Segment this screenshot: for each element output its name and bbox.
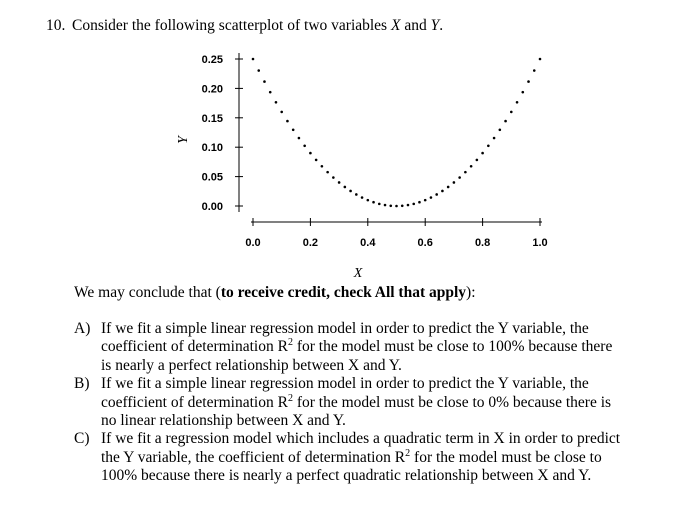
- choice-line-part: for the model must be close to 100% because there: [292, 338, 613, 356]
- data-point: [303, 144, 306, 147]
- choice-line: [101, 338, 664, 356]
- answer-choices: [74, 320, 664, 486]
- data-point: [332, 176, 335, 179]
- choice-line: is nearly a perfect relationship between X and Y.: [101, 356, 402, 374]
- data-point: [395, 205, 398, 208]
- superscript-2: 2: [287, 392, 293, 404]
- x-axis-label: X: [353, 266, 363, 281]
- data-point: [344, 186, 347, 189]
- data-point: [504, 120, 507, 123]
- data-point: [309, 152, 312, 155]
- data-point: [510, 111, 513, 114]
- instruction: [74, 284, 476, 302]
- choice-line-part: coefficient of determination R: [101, 338, 288, 356]
- data-point: [464, 171, 467, 174]
- choice-line: [101, 449, 664, 467]
- data-point: [257, 69, 260, 72]
- choice-c[interactable]: [74, 430, 664, 485]
- y-tick-label: 0.15: [201, 112, 223, 125]
- superscript-2: 2: [287, 337, 293, 349]
- data-point: [499, 128, 502, 131]
- data-point: [424, 199, 427, 202]
- data-point: [487, 144, 490, 147]
- data-point: [430, 196, 433, 199]
- data-point: [280, 111, 283, 114]
- data-point: [384, 204, 387, 207]
- data-point: [401, 204, 404, 207]
- data-point: [275, 101, 278, 104]
- choice-letter: A): [74, 320, 91, 337]
- data-point: [470, 165, 473, 168]
- choice-text: [101, 320, 664, 375]
- data-point: [481, 152, 484, 155]
- data-point: [355, 193, 358, 196]
- data-point: [298, 137, 301, 140]
- data-point: [372, 201, 375, 204]
- data-point: [418, 201, 421, 204]
- question-and: and: [400, 17, 431, 34]
- choice-text: [101, 375, 664, 430]
- instruction-prefix: We may conclude that (: [74, 284, 221, 301]
- y-tick-label: 0.10: [201, 142, 223, 155]
- y-tick-label: 0.05: [201, 171, 223, 184]
- var-x-label: X: [390, 17, 401, 34]
- y-tick-label: 0.25: [201, 54, 223, 66]
- data-point: [361, 196, 364, 199]
- data-point: [453, 181, 456, 184]
- choice-a[interactable]: [74, 320, 664, 375]
- choice-letter: B): [74, 375, 90, 393]
- data-point: [338, 181, 341, 184]
- y-tick-label: 0.20: [201, 83, 223, 96]
- data-point: [539, 58, 542, 61]
- data-point: [292, 128, 295, 131]
- instruction-suffix: ):: [466, 284, 476, 301]
- choice-line: no linear relationship between X and Y.: [101, 412, 346, 430]
- y-tick-label: 0.00: [201, 201, 223, 213]
- choice-letter: C): [74, 430, 90, 448]
- x-tick-label: 0.4: [360, 237, 376, 249]
- question-number: 10.: [46, 17, 66, 34]
- superscript-2: 2: [405, 447, 411, 459]
- data-point: [527, 80, 530, 83]
- data-point: [378, 203, 381, 206]
- data-point: [286, 120, 289, 123]
- data-point: [476, 159, 479, 162]
- choice-line-part: for the model must be close to 0% because there is: [292, 393, 612, 411]
- y-axis-label: Y: [176, 136, 191, 144]
- data-point: [447, 186, 450, 189]
- data-point: [458, 176, 461, 179]
- data-point: [367, 199, 370, 202]
- choice-line: If we fit a regression model which includes a quadratic term in X in order to predict: [101, 430, 621, 448]
- data-point: [533, 69, 536, 72]
- data-point: [412, 203, 415, 206]
- choice-line-part: for the model must be close to: [410, 448, 602, 466]
- choice-text: [101, 430, 664, 485]
- x-tick-label: 0.6: [417, 237, 433, 249]
- question-end: .: [439, 17, 444, 34]
- data-point: [252, 58, 255, 61]
- data-point: [441, 190, 444, 193]
- choice-line: 100% because there is nearly a perfect quadratic relationship between X and Y.: [101, 467, 592, 485]
- data-point: [349, 190, 352, 193]
- var-y-label: Y: [430, 17, 440, 34]
- x-tick-label: 0.8: [474, 237, 491, 249]
- choice-line-part: the Y variable, the coefficient of determination R: [101, 448, 406, 466]
- data-point: [389, 204, 392, 207]
- choice-line: If we fit a simple linear regression model in order to predict the Y variable, the: [101, 375, 589, 393]
- choice-line-part: coefficient of determination R: [101, 393, 288, 411]
- choice-line: [101, 394, 664, 412]
- data-point: [263, 80, 266, 83]
- data-point: [407, 204, 410, 207]
- x-tick-label: 0.2: [302, 237, 319, 249]
- data-point: [326, 171, 329, 174]
- data-point: [521, 91, 524, 94]
- choice-b[interactable]: [74, 375, 664, 430]
- data-point: [516, 101, 519, 104]
- question-intro: Consider the following scatterplot of two variables: [72, 17, 391, 34]
- data-point: [269, 91, 272, 94]
- x-tick-label: 1.0: [532, 237, 548, 249]
- data-point: [321, 165, 324, 168]
- data-point: [435, 193, 438, 196]
- instruction-bold: to receive credit, check All that apply: [220, 284, 467, 301]
- x-tick-label: 0.0: [245, 237, 261, 249]
- data-point: [315, 159, 318, 162]
- choice-line: If we fit a simple linear regression model in order to predict the Y variable, the: [101, 320, 589, 337]
- data-point: [493, 137, 496, 140]
